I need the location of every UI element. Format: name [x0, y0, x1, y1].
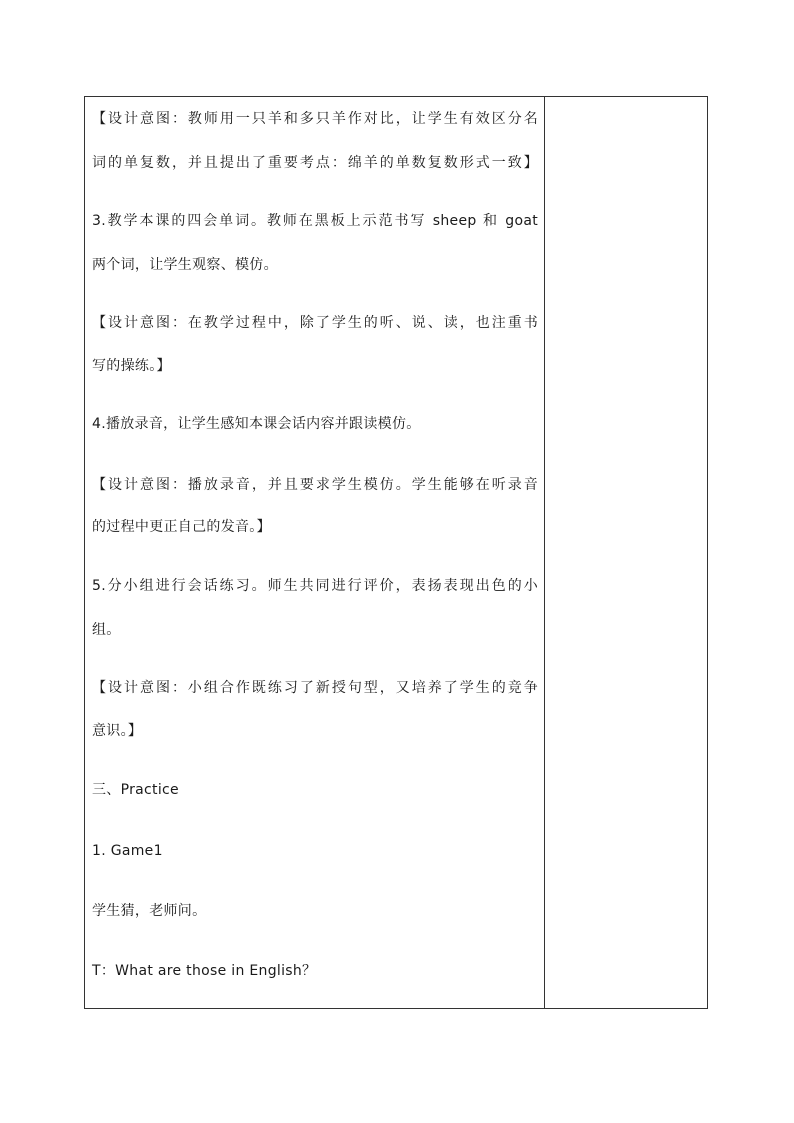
content-column [85, 97, 545, 1008]
text-line: 【设计意图：在教学过程中，除了学生的听、说、读，也注重书 [92, 315, 538, 331]
text-line: 意识。】 [92, 723, 143, 739]
text-line: 词的单复数，并且提出了重要考点：绵羊的单数复数形式一致】 [92, 155, 538, 171]
text-line: 【设计意图：小组合作既练习了新授句型，又培养了学生的竞争 [92, 680, 538, 696]
text-line: 4.播放录音，让学生感知本课会话内容并跟读模仿。 [92, 416, 421, 432]
text-line: 学生猜，老师问。 [92, 903, 207, 919]
section-heading: 三、Practice [92, 782, 179, 798]
text-line: 的过程中更正自己的发音。】 [92, 519, 271, 535]
text-line: 5.分小组进行会话练习。师生共同进行评价，表扬表现出色的小 [92, 578, 538, 594]
text-line: 【设计意图：播放录音，并且要求学生模仿。学生能够在听录音 [92, 477, 538, 493]
text-line: 3.教学本课的四会单词。教师在黑板上示范书写 sheep 和 goat [92, 213, 538, 229]
text-line: 写的操练。】 [92, 358, 171, 374]
text-line: T：What are those in English？ [92, 963, 317, 979]
notes-column [545, 97, 707, 1008]
lesson-table [84, 96, 708, 1009]
text-line: 1. Game1 [92, 843, 163, 859]
text-line: 【设计意图：教师用一只羊和多只羊作对比，让学生有效区分名 [92, 111, 538, 127]
text-line: 两个词，让学生观察、模仿。 [92, 257, 278, 273]
text-line: 组。 [92, 622, 121, 638]
